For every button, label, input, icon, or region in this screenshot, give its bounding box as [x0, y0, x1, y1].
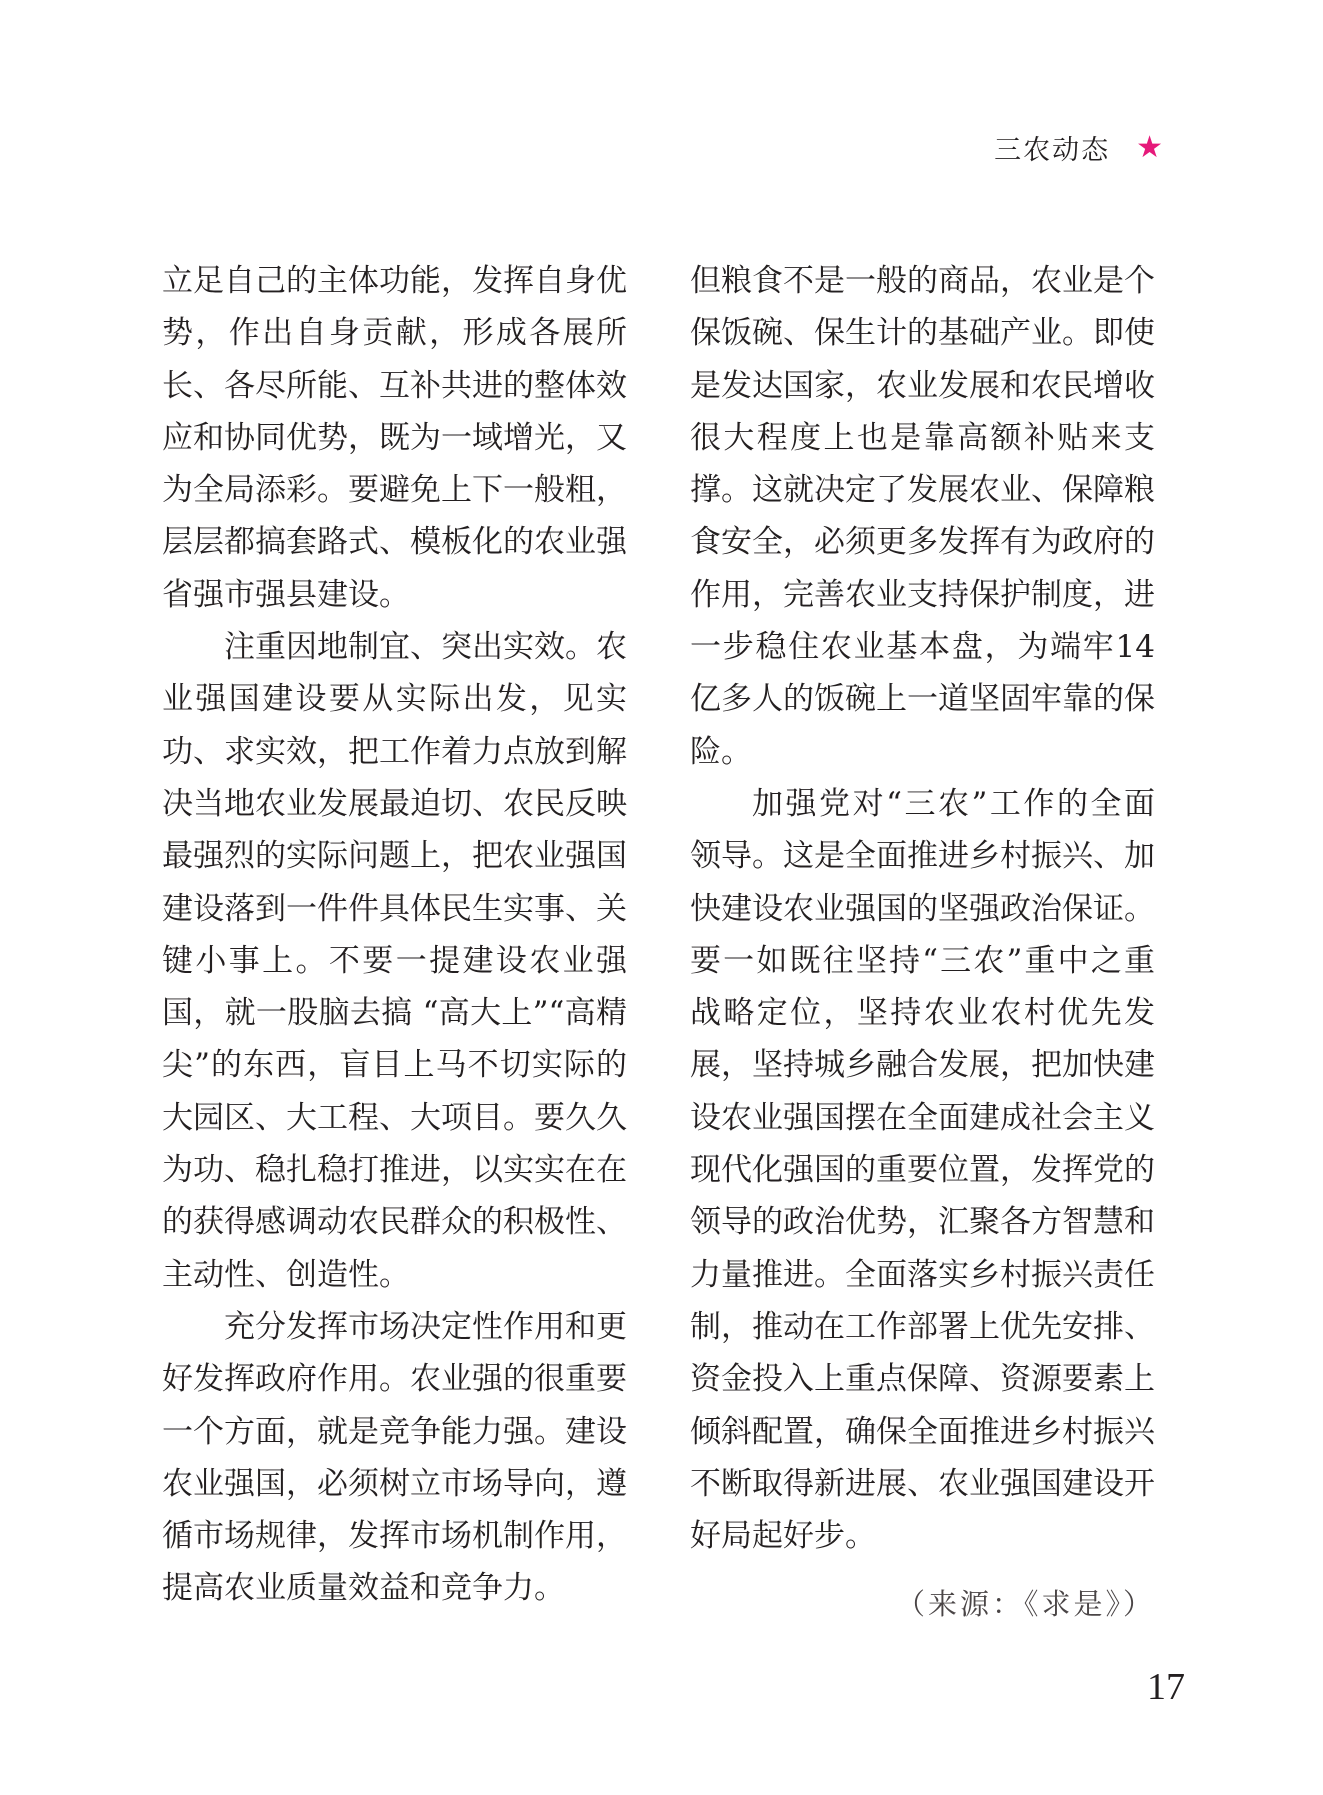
right-paragraph-1: 但粮食不是一般的商品，农业是个保饭碗、保生计的基础产业。即使是发达国家，农业发展和农民增收很大程度上也是靠高额补贴来支撑。这就决定了发展农业、保障粮食安全，必须更多发挥有为政府的作用，完善农业支持保护制度，进一步稳住农业基本盘，为端牢14 亿多人的饭碗上一道坚固牢靠的保险。	[690, 263, 1155, 770]
source-citation: （来源：《求是》）	[895, 1587, 1155, 1621]
right-column	[690, 255, 1155, 1562]
section-title: 三农动态	[994, 135, 1111, 166]
page-number: 17	[1147, 1666, 1185, 1708]
left-paragraph-3: 充分发挥市场决定性作用和更好发挥政府作用。农业强的很重要一个方面，就是竞争能力强。建设农业强国，必须树立市场导向，遵循市场规律，发挥市场机制作用，提高农业质量效益和竞争力。	[162, 1308, 627, 1607]
page-header	[994, 128, 1163, 167]
left-paragraph-2: 注重因地制宜、突出实效。农业强国建设要从实际出发，见实功、求实效，把工作着力点放到解决当地农业发展最迫切、农民反映最强烈的实际问题上，把农业强国建设落到一件件具体民生实事、关键小事上。不要一提建设农业强国，就一股脑去搞 “高大上”“高精尖”的东西，盲目上马不切实际的大园区、大工程、大项目。要久久为功、稳扎稳打推进，以实实在在的获得感调动农民群众的积极性、主动性、创造性。	[162, 629, 627, 1293]
star-icon: ★	[1136, 129, 1163, 165]
left-column	[162, 255, 627, 1615]
left-paragraph-1: 立足自己的主体功能，发挥自身优势，作出自身贡献，形成各展所长、各尽所能、互补共进的整体效应和协同优势，既为一域增光，又为全局添彩。要避免上下一般粗，层层都搞套路式、模板化的农业强省强市强县建设。	[162, 263, 627, 613]
right-paragraph-2: 加强党对“三农”工作的全面领导。这是全面推进乡村振兴、加快建设农业强国的坚强政治保证。要一如既往坚持“三农”重中之重战略定位，坚持农业农村优先发展，坚持城乡融合发展，把加快建设农业强国摆在全面建成社会主义现代化强国的重要位置，发挥党的领导的政治优势，汇聚各方智慧和力量推进。全面落实乡村振兴责任制，推动在工作部署上优先安排、资金投入上重点保障、资源要素上倾斜配置，确保全面推进乡村振兴不断取得新进展、农业强国建设开好局起好步。	[690, 785, 1155, 1555]
